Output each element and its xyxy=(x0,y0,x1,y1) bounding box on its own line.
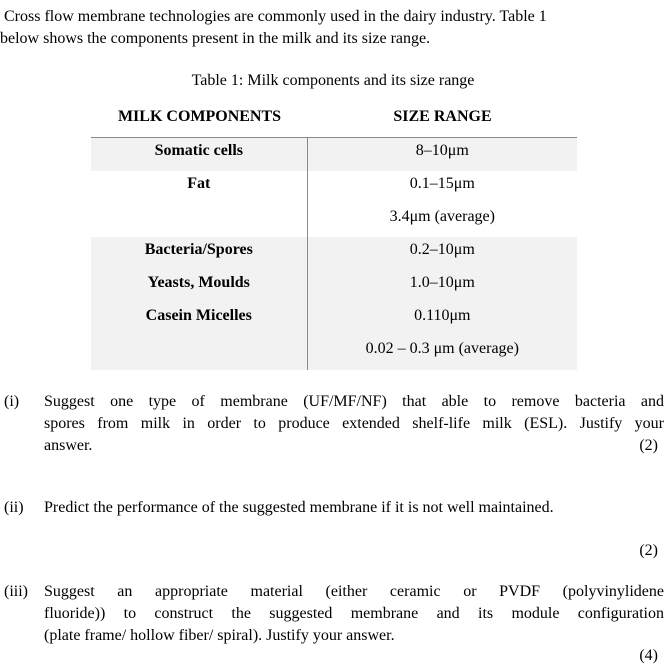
intro-line-2: below shows the components present in the milk and its size range. xyxy=(0,30,431,47)
table-caption: Table 1: Milk components and its size range xyxy=(191,72,475,89)
question-text xyxy=(44,391,664,457)
marks-label: (4) xyxy=(639,647,658,664)
question-number: (i) xyxy=(4,393,20,410)
cell-size: 0.1–15μm xyxy=(409,175,475,192)
question-line: Suggest an appropriate material (either ceramic or PVDF (polyvinylidene xyxy=(44,583,664,600)
table-row xyxy=(91,204,577,237)
cell-component xyxy=(91,336,308,370)
table-body xyxy=(91,138,577,370)
marks-label: (2) xyxy=(639,542,658,559)
cell-component: Yeasts, Moulds xyxy=(91,270,308,303)
question-number: (ii) xyxy=(4,499,24,516)
cell-size: 0.110μm xyxy=(308,303,577,336)
milk-components-table xyxy=(91,100,577,370)
table-row xyxy=(91,303,577,336)
intro-line-1: Cross flow membrane technologies are commonly used in the dairy industry. Table 1 xyxy=(4,8,547,25)
question-line: answer. xyxy=(44,437,93,454)
cell-size: 0.2–10μm xyxy=(308,237,577,270)
table-header xyxy=(91,100,577,138)
cell-component xyxy=(91,204,308,237)
question-number: (iii) xyxy=(4,583,28,600)
cell-size: 0.02 – 0.3 μm (average) xyxy=(308,336,577,370)
cell-size: 8–10μm xyxy=(308,138,577,171)
marks-label: (2) xyxy=(639,437,658,454)
header-milk-components: MILK COMPONENTS xyxy=(117,108,282,125)
question-line: Predict the performance of the suggested membrane if it is not well maintained. xyxy=(44,499,554,516)
table-row xyxy=(91,270,577,303)
cell-size: 1.0–10μm xyxy=(308,270,577,303)
question-line: (plate frame/ hollow fiber/ spiral). Justify your answer. xyxy=(44,627,395,644)
question-text xyxy=(44,581,664,647)
question-line: Suggest one type of membrane (UF/MF/NF) that able to remove bacteria and xyxy=(44,393,664,410)
table-row xyxy=(91,336,577,370)
intro-paragraph xyxy=(0,6,665,50)
table-row xyxy=(91,138,577,171)
cell-component: Fat xyxy=(91,171,308,204)
question-line: spores from milk in order to produce extended shelf-life milk (ESL). Justify your xyxy=(44,415,664,432)
question-text xyxy=(44,497,664,519)
header-size-range: SIZE RANGE xyxy=(393,108,492,125)
question-line: fluoride)) to construct the suggested membrane and its module configuration xyxy=(44,605,664,622)
table-row xyxy=(91,171,577,204)
cell-component: Bacteria/Spores xyxy=(91,237,308,270)
cell-size: 3.4μm (average) xyxy=(389,208,495,225)
cell-component: Somatic cells xyxy=(91,138,308,171)
cell-component: Casein Micelles xyxy=(91,303,308,336)
table-row xyxy=(91,237,577,270)
